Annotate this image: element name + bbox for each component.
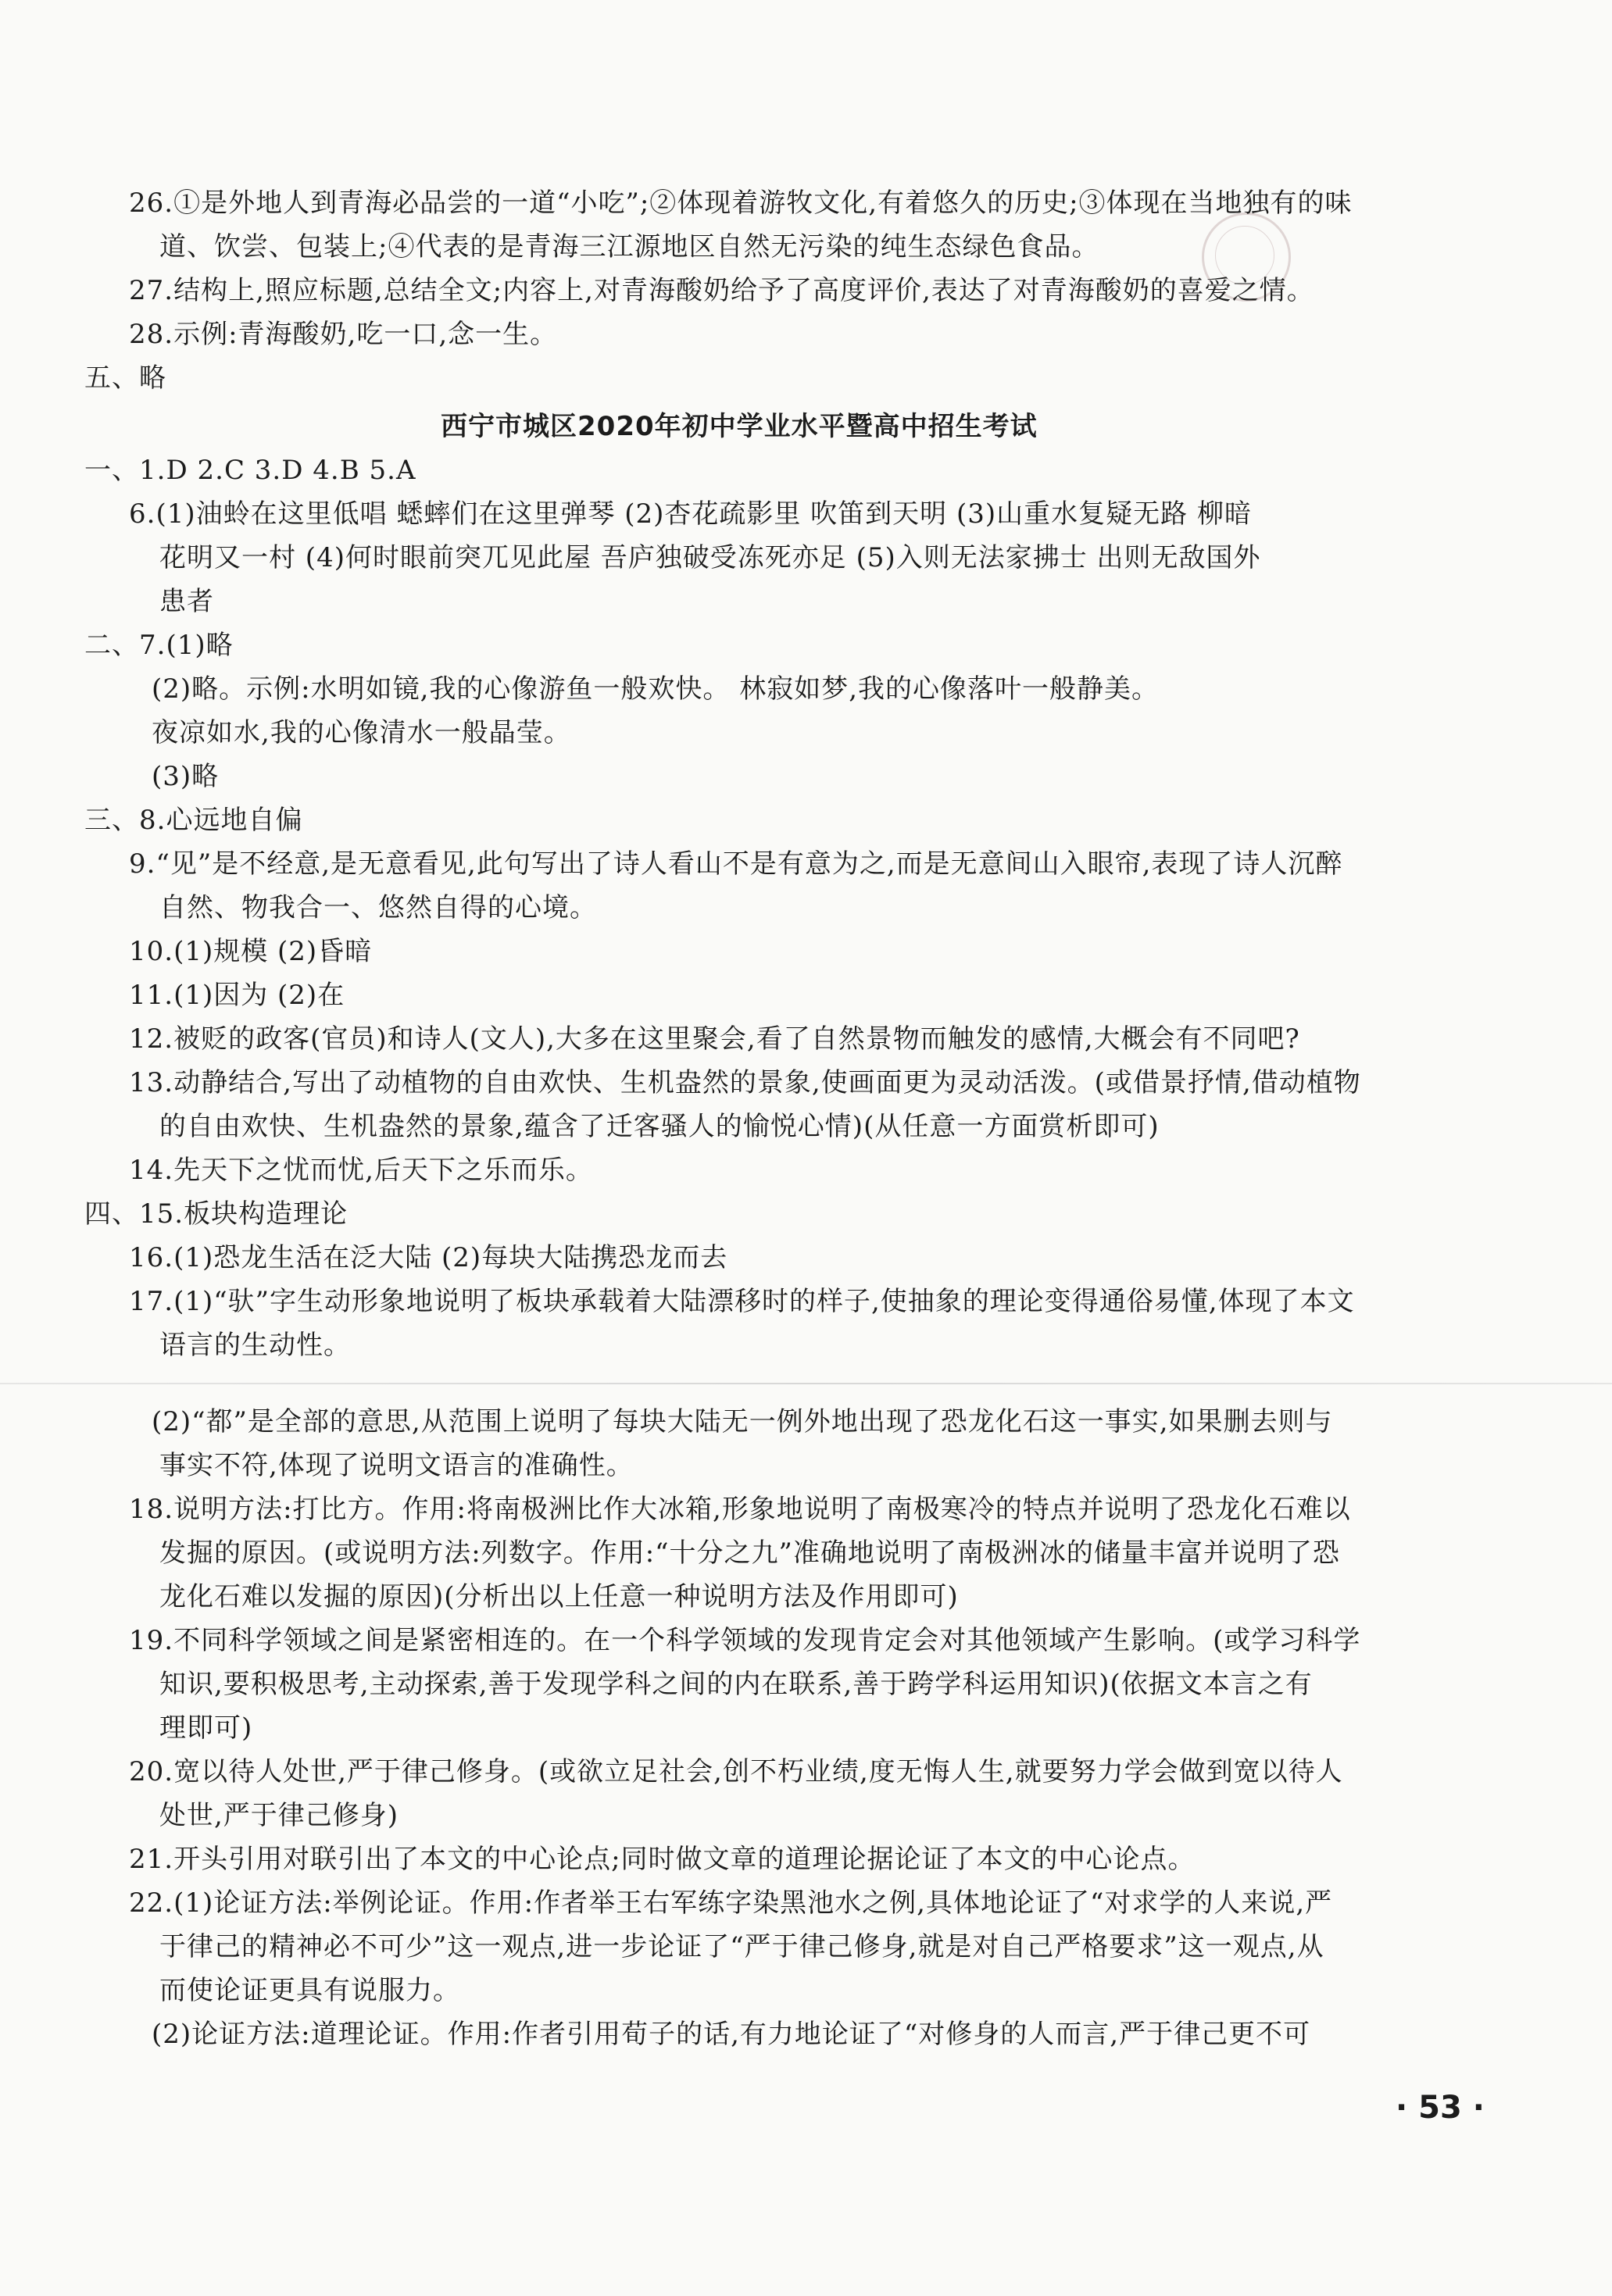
answer-line: 语言的生动性。 <box>159 1330 351 1361</box>
answer-line: 20.宽以待人处世,严于律己修身。(或欲立足社会,创不朽业绩,度无悔人生,就要努力学会做到宽以待人 <box>129 1756 1343 1787</box>
answer-line: 26.①是外地人到青海必品尝的一道“小吃”;②体现着游牧文化,有着悠久的历史;③体现在当地独有的味 <box>129 187 1353 219</box>
answer-line: 27.结构上,照应标题,总结全文;内容上,对青海酸奶给予了高度评价,表达了对青海酸奶的喜爱之情。 <box>129 275 1314 306</box>
answer-line: 28.示例:青海酸奶,吃一口,念一生。 <box>129 319 558 350</box>
answer-line: 6.(1)油蛉在这里低唱 蟋蟀们在这里弹琴 (2)杏花疏影里 吹笛到天明 (3)山重水复疑无路 柳暗 <box>129 498 1252 530</box>
answer-line: (2)略。示例:水明如镜,我的心像游鱼一般欢快。 林寂如梦,我的心像落叶一般静美。 <box>152 673 1160 705</box>
answer-line: 夜凉如水,我的心像清水一般晶莹。 <box>152 717 571 748</box>
answer-line: 理即可) <box>159 1712 253 1744</box>
answer-line: 事实不符,体现了说明文语言的准确性。 <box>159 1450 634 1481</box>
answer-line: (3)略 <box>152 761 220 792</box>
answer-line: 18.说明方法:打比方。作用:将南极洲比作大冰箱,形象地说明了南极寒冷的特点并说明了恐龙化石难以 <box>129 1494 1351 1525</box>
answer-line: 11.(1)因为 (2)在 <box>129 980 345 1011</box>
answer-line: 12.被贬的政客(官员)和诗人(文人),大多在这里聚会,看了自然景物而触发的感情,大概会有不同吧? <box>129 1023 1300 1055</box>
answer-line: 一、1.D 2.C 3.D 4.B 5.A <box>84 455 416 486</box>
answer-line: 花明又一村 (4)何时眼前突兀见此屋 吾庐独破受冻死亦足 (5)入则无法家拂士 出则无敌国外 <box>159 542 1261 573</box>
answer-line: (2)“都”是全部的意思,从范围上说明了每块大陆无一例外地出现了恐龙化石这一事实,如果删去则与 <box>152 1406 1333 1437</box>
answer-line: 17.(1)“驮”字生动形象地说明了板块承载着大陆漂移时的样子,使抽象的理论变得通俗易懂,体现了本文 <box>129 1286 1355 1317</box>
answer-line: 道、饮尝、包装上;④代表的是青海三江源地区自然无污染的纯生态绿色食品。 <box>159 231 1099 262</box>
answer-line: 自然、物我合一、悠然自得的心境。 <box>159 892 597 923</box>
answer-line: 19.不同科学领域之间是紧密相连的。在一个科学领域的发现肯定会对其他领域产生影响。(或学习科学 <box>129 1625 1361 1656</box>
answer-line: 二、7.(1)略 <box>84 630 234 661</box>
answer-line: 发掘的原因。(或说明方法:列数字。作用:“十分之九”准确地说明了南极洲冰的储量丰富并说明了恐 <box>159 1537 1340 1569</box>
answer-line: 13.动静结合,写出了动植物的自由欢快、生机盎然的景象,使画面更为灵动活泼。(或借景抒情,借动植物 <box>129 1067 1361 1098</box>
answer-line: 10.(1)规模 (2)昏暗 <box>129 936 373 967</box>
page-number: · 53 · <box>1396 2090 1485 2126</box>
answer-line: 四、15.板块构造理论 <box>84 1198 348 1230</box>
section-label: 五、略 <box>84 362 166 394</box>
answer-line: 于律己的精神必不可少”这一观点,进一步论证了“严于律己修身,就是对自己严格要求”这一观点,从 <box>159 1931 1324 1962</box>
answer-line: 处世,严于律己修身) <box>159 1800 399 1831</box>
answer-line: 14.先天下之忧而忧,后天下之乐而乐。 <box>129 1155 593 1186</box>
answer-line: 三、8.心远地自偏 <box>84 805 303 836</box>
answer-line: 22.(1)论证方法:举例论证。作用:作者举王右军练字染黑池水之例,具体地论证了“对求学的人来说,严 <box>129 1887 1333 1919</box>
answer-line: 龙化石难以发掘的原因)(分析出以上任意一种说明方法及作用即可) <box>159 1581 959 1612</box>
answer-line: 的自由欢快、生机盎然的景象,蕴含了迁客骚人的愉悦心情)(从任意一方面赏析即可) <box>159 1111 1160 1142</box>
answer-line: 患者 <box>159 586 214 617</box>
exam-section-title: 西宁市城区2020年初中学业水平暨高中招生考试 <box>441 411 1038 442</box>
answer-line: 21.开头引用对联引出了本文的中心论点;同时做文章的道理论据论证了本文的中心论点。 <box>129 1844 1196 1875</box>
answer-line: (2)论证方法:道理论证。作用:作者引用荀子的话,有力地论证了“对修身的人而言,严于律己更不可 <box>152 2019 1311 2050</box>
answer-line: 而使论证更具有说服力。 <box>159 1975 460 2006</box>
answer-line: 9.“见”是不经意,是无意看见,此句写出了诗人看山不是有意为之,而是无意间山入眼帘,表现了诗人沉醉 <box>129 848 1343 880</box>
page-fold-line <box>0 1383 1612 1384</box>
answer-line: 16.(1)恐龙生活在泛大陆 (2)每块大陆携恐龙而去 <box>129 1242 728 1273</box>
answer-line: 知识,要积极思考,主动探索,善于发现学科之间的内在联系,善于跨学科运用知识)(依据文本言之有 <box>159 1669 1313 1700</box>
